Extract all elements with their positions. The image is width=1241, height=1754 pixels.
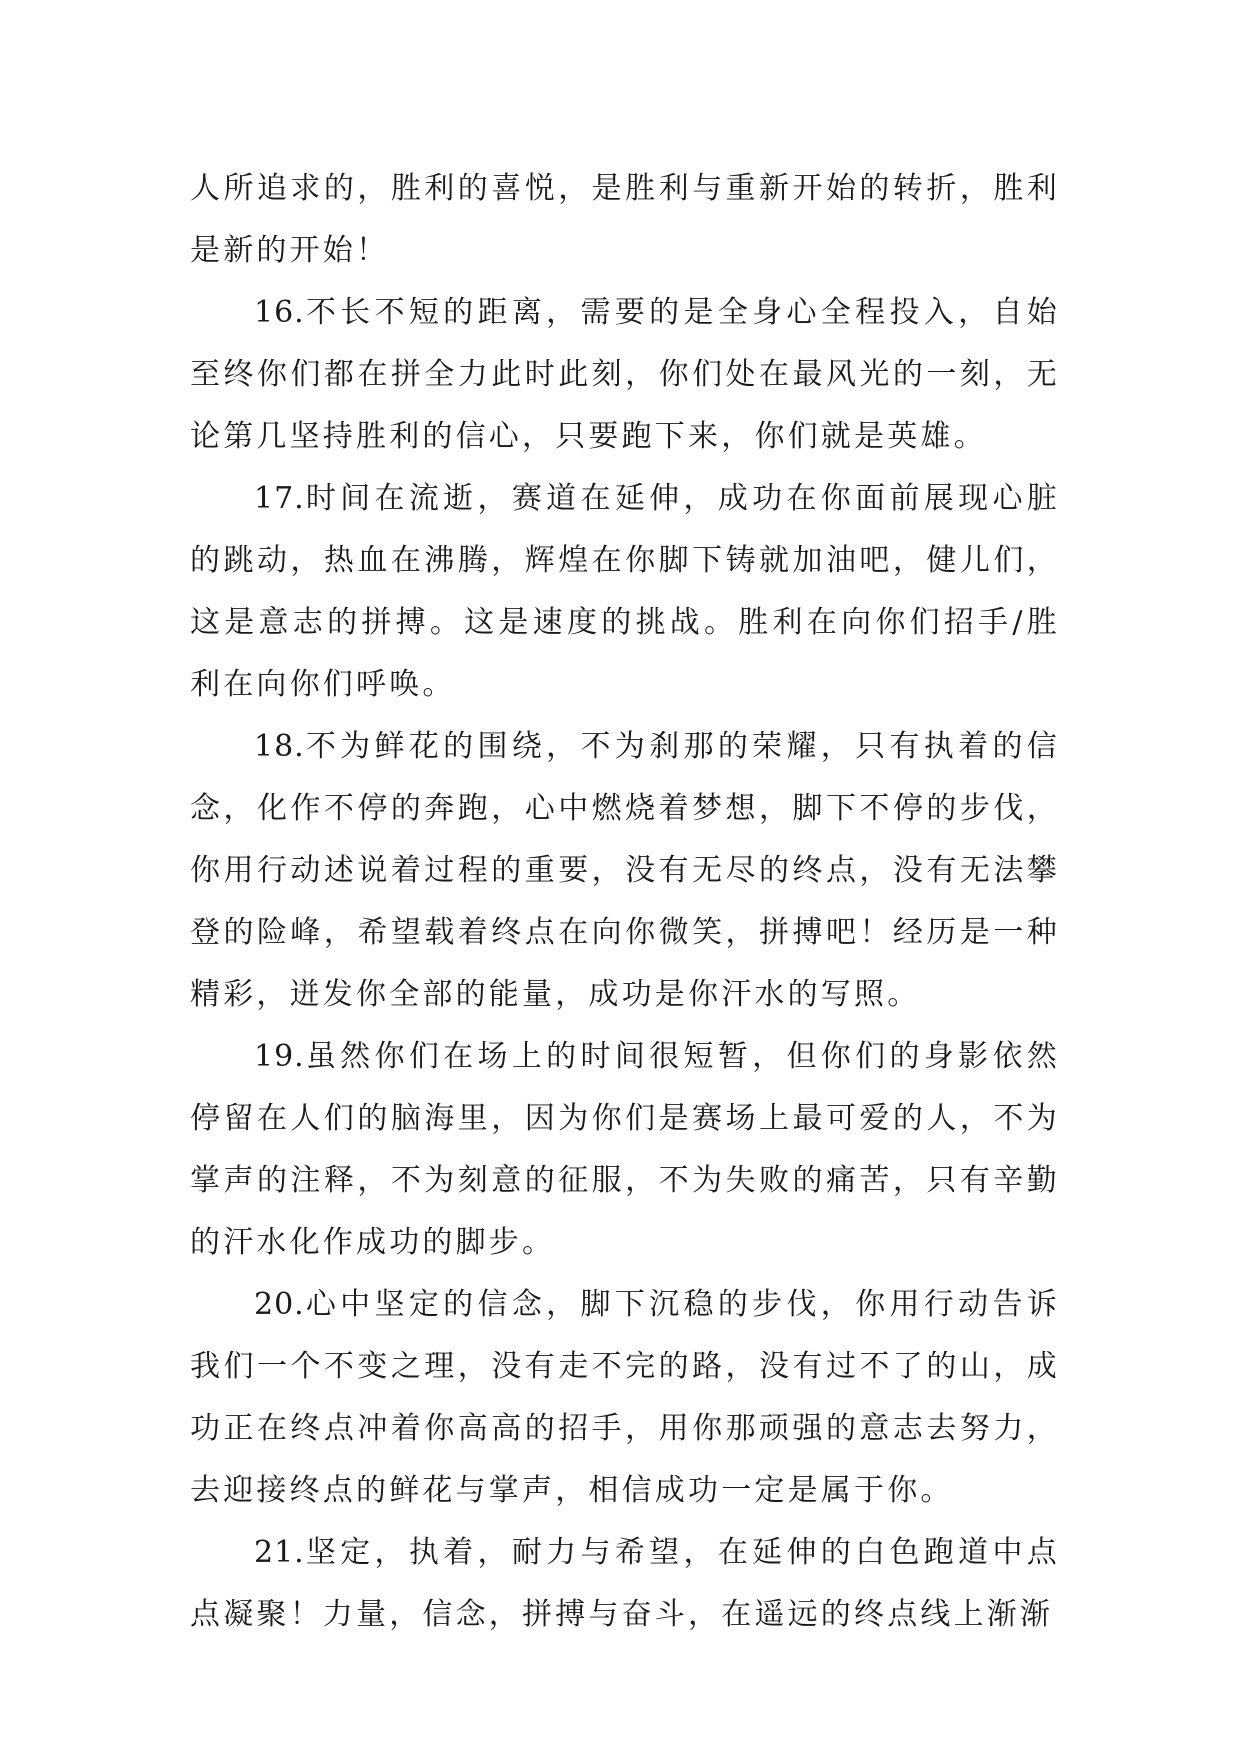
paragraph-17 — [190, 468, 1060, 716]
paragraph-text: 不长不短的距离，需要的是全身心全程投入，自始至终你们都在拼全力此时此刻，你们处在最风光的一刻，无论第几坚持胜利的信心，只要跑下来，你们就是英雄。 — [190, 295, 1060, 454]
paragraph-text: 不为鲜花的围绕，不为刹那的荣耀，只有执着的信念，化作不停的奔跑，心中燃烧着梦想，脚下不停的步伐，你用行动述说着过程的重要，没有无尽的终点，没有无法攀登的险峰，希望载着终点在向你微笑，拼搏吧！经历是一种精彩，迸发你全部的能量，成功是你汗水的写照。 — [190, 729, 1060, 1012]
paragraph-number: 18. — [254, 729, 305, 764]
paragraph-text: 心中坚定的信念，脚下沉稳的步伐，你用行动告诉我们一个不变之理，没有走不完的路，没有过不了的山，成功正在终点冲着你高高的招手，用你那顽强的意志去努力，去迎接终点的鲜花与掌声，相信成功一定是属于你。 — [190, 1287, 1060, 1508]
paragraph-20 — [190, 1274, 1060, 1522]
paragraph-21 — [190, 1522, 1060, 1646]
paragraph-number: 21. — [254, 1535, 305, 1570]
paragraph-text: 时间在流逝，赛道在延伸，成功在你面前展现心脏的跳动，热血在沸腾，辉煌在你脚下铸就加油吧，健儿们，这是意志的拼搏。这是速度的挑战。胜利在向你们招手/胜利在向你们呼唤。 — [190, 481, 1060, 702]
paragraph-text: 坚定，执着，耐力与希望，在延伸的白色跑道中点点凝聚！力量，信念，拼搏与奋斗，在遥远的终点线上渐渐 — [190, 1535, 1060, 1632]
paragraph-text: 虽然你们在场上的时间很短暂，但你们的身影依然停留在人们的脑海里，因为你们是赛场上最可爱的人，不为掌声的注释，不为刻意的征服，不为失败的痛苦，只有辛勤的汗水化作成功的脚步。 — [190, 1039, 1060, 1260]
paragraph-continuation — [190, 158, 1060, 282]
paragraph-number: 20. — [254, 1287, 305, 1322]
paragraph-number: 19. — [254, 1039, 305, 1074]
document-page — [190, 158, 1060, 1646]
paragraph-number: 16. — [254, 295, 305, 330]
paragraph-19 — [190, 1026, 1060, 1274]
paragraph-18 — [190, 716, 1060, 1026]
paragraph-number: 17. — [254, 481, 305, 516]
paragraph-16 — [190, 282, 1060, 468]
paragraph-text: 人所追求的，胜利的喜悦，是胜利与重新开始的转折，胜利是新的开始！ — [190, 171, 1060, 268]
